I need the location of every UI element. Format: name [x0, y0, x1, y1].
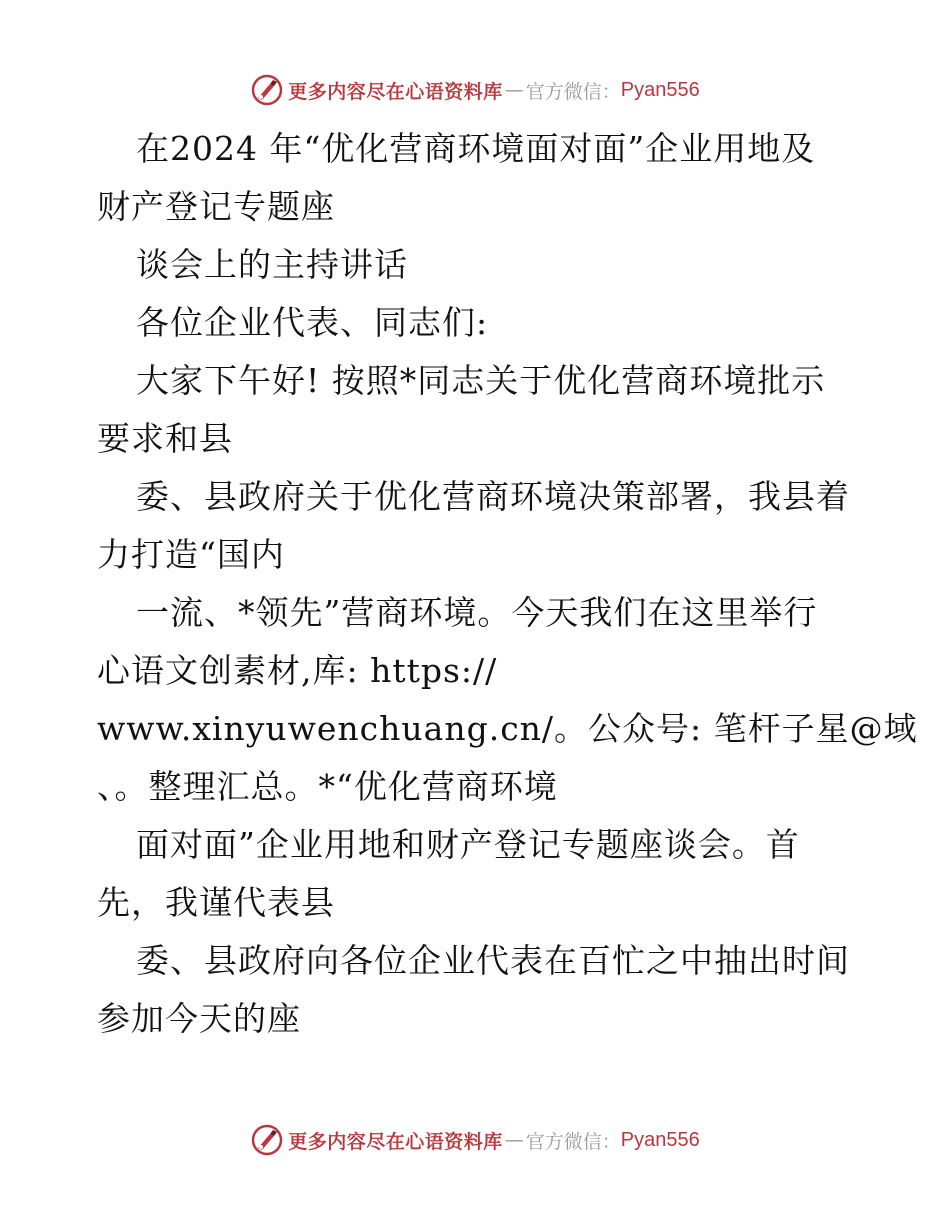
text-line: 面对面”企业用地和财产登记专题座谈会。首 [136, 825, 800, 864]
banner-wechat-label: 官方微信： [525, 80, 621, 103]
footer-banner [0, 1118, 950, 1162]
banner-separator: — [504, 79, 524, 101]
pen-logo-icon [250, 1123, 284, 1157]
text-line: 委、县政府向各位企业代表在百忙之中抽出时间 [136, 941, 850, 980]
text-line: 委、县政府关于优化营商环境决策部署，我县着 [136, 477, 850, 516]
text-line: 财产登记专题座 [97, 187, 335, 226]
text-line: www.xinyuwenchuang.cn/。公众号: 笔杆子星@域 [97, 709, 918, 748]
text-line: 要求和县 [97, 419, 233, 458]
text-line: 各位企业代表、同志们: [136, 303, 489, 342]
banner-wechat-label: 官方微信： [525, 1130, 621, 1153]
text-line: 大家下午好! 按照*同志关于优化营商环境批示 [136, 361, 826, 400]
header-banner [0, 68, 950, 112]
text-line: 力打造“国内 [97, 535, 285, 574]
text-line: 一流、*领先”营商环境。今天我们在这里举行 [136, 593, 818, 632]
pen-logo-icon [250, 73, 284, 107]
text-line: 心语文创素材,库: https:// [97, 651, 498, 690]
text-line: 在2024 年“优化营商环境面对面”企业用地及 [136, 129, 816, 168]
document-body [97, 120, 918, 1048]
text-line: 谈会上的主持讲话 [136, 245, 408, 284]
banner-wechat-id: Pyan556 [620, 78, 700, 101]
text-line: 、。整理汇总。*“优化营商环境 [97, 767, 558, 806]
banner-separator: — [504, 1129, 524, 1151]
text-line: 先，我谨代表县 [97, 883, 335, 922]
banner-title: 更多内容尽在心语资料库 [288, 1130, 503, 1153]
banner-wechat-id: Pyan556 [620, 1128, 700, 1151]
text-line: 参加今天的座 [97, 999, 301, 1038]
banner-title: 更多内容尽在心语资料库 [288, 80, 503, 103]
